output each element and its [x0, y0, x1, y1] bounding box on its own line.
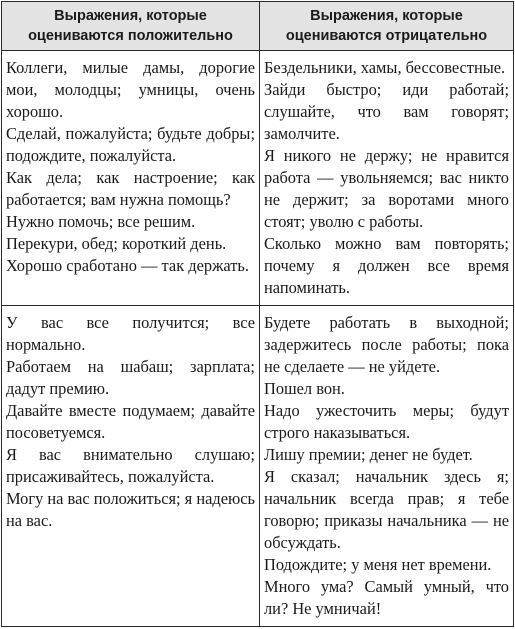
- cell-negative-2: [260, 306, 514, 627]
- phrase-negative: Бездельники, хамы, бессовестные.: [264, 58, 506, 77]
- header-positive: [2, 2, 260, 51]
- phrase-positive: Хорошо сработано — так держать.: [6, 256, 249, 275]
- phrase-positive: Сделай, пожалуйста; будьте добры; подождите, пожалуйста.: [6, 124, 255, 165]
- phrase-negative: Сколько можно вам повторять; почему я должен все время напоминать.: [264, 234, 509, 297]
- table-header-row: [2, 2, 514, 51]
- phrase-negative: Подождите; у меня нет времени.: [264, 555, 492, 574]
- table-row: [2, 306, 514, 627]
- cell-negative-1: [260, 51, 514, 306]
- expressions-table: [1, 1, 514, 627]
- phrase-negative: Будете работать в выходной; задержитесь после работы; пока не сделаете — не уйдете.: [264, 313, 509, 376]
- phrase-positive: Я вас внимательно слушаю; присаживайтесь, пожалуйста.: [6, 445, 255, 486]
- phrase-positive: Нужно помочь; все решим.: [6, 212, 196, 231]
- header-negative: [260, 2, 514, 51]
- header-positive-text: Выражения, которые оцениваются положительно: [28, 8, 233, 44]
- phrase-negative: Я никого не держу; не нравится работа — увольняемся; вас никто не держит; за воротами много стоят; уволю с работы.: [264, 146, 509, 231]
- phrase-positive: Давайте вместе подумаем; давайте посоветуемся.: [6, 401, 255, 442]
- phrase-positive: Коллеги, милые дамы, дорогие мои, молодцы; умницы, очень хорошо.: [6, 58, 255, 121]
- phrase-positive: Перекури, обед; короткий день.: [6, 234, 227, 253]
- cell-positive-1: [2, 51, 260, 306]
- phrase-positive: Работаем на шабаш; зарплата; дадут премию.: [6, 357, 255, 398]
- header-negative-text: Выражения, которые оцениваются отрицательно: [285, 8, 488, 44]
- phrase-negative: Я сказал; начальник здесь я; начальник всегда прав; я тебе говорю; приказы начальника — не обсуждать.: [264, 467, 509, 552]
- cell-positive-2: [2, 306, 260, 627]
- phrase-negative: Лишу премии; денег не будет.: [264, 445, 473, 464]
- phrase-negative: Зайди быстро; иди работай; слушайте, что вам говорят; замолчите.: [264, 80, 509, 143]
- phrase-positive: Могу на вас положиться; я надеюсь на вас.: [6, 489, 255, 530]
- phrase-positive: Как дела; как настроение; как работается; вам нужна помощь?: [6, 168, 255, 209]
- phrase-negative: Много ума? Самый умный, что ли? Не умничай!: [264, 577, 509, 618]
- phrase-negative: Пошел вон.: [264, 379, 345, 398]
- table-row: [2, 51, 514, 306]
- phrase-negative: Надо ужесточить меры; будут строго наказываться.: [264, 401, 509, 442]
- phrase-positive: У вас все получится; все нормально.: [6, 313, 255, 354]
